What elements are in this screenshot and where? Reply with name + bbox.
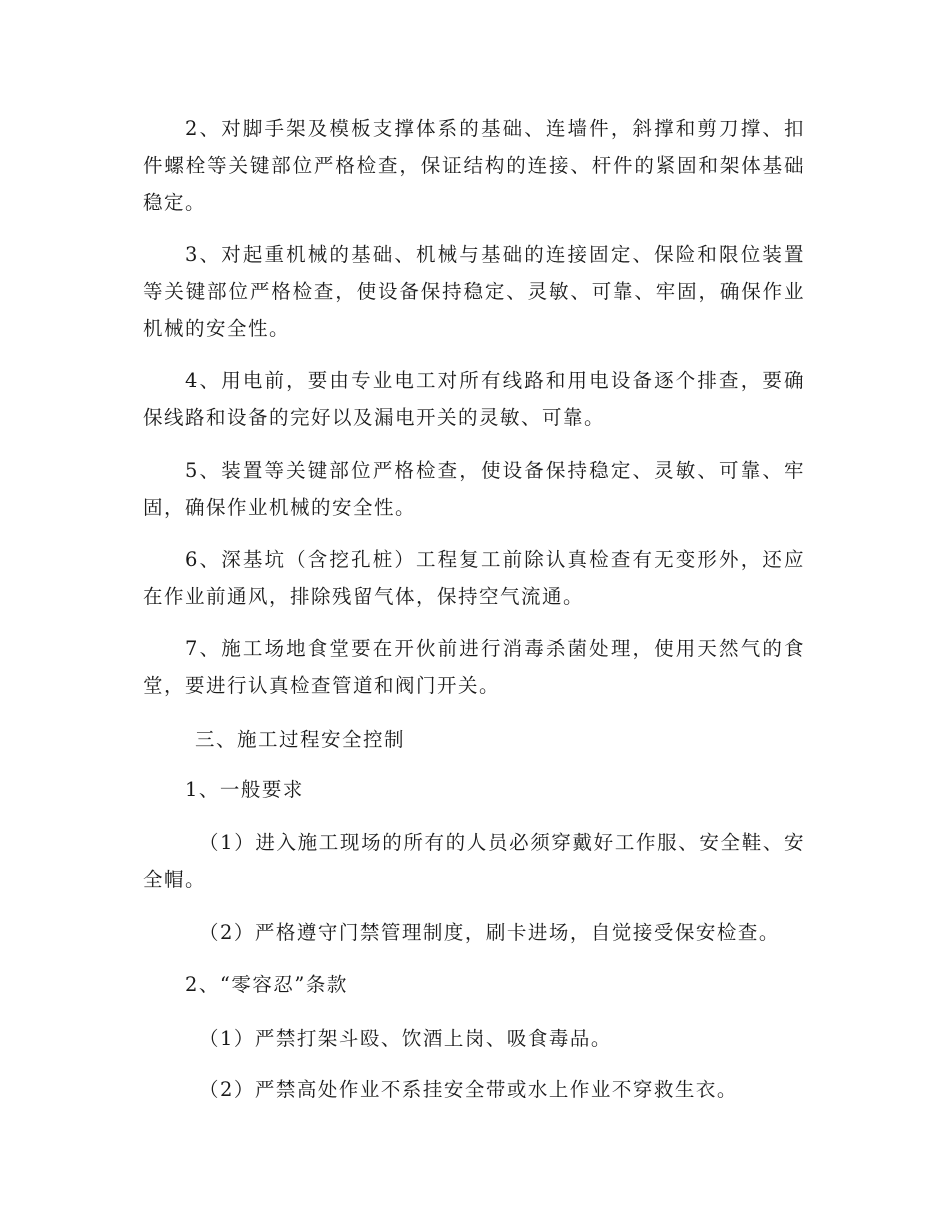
paragraph-item-3: 3、对起重机械的基础、机械与基础的连接固定、保险和限位装置等关键部位严格检查，使设备保持稳定、灵敏、可靠、牢固，确保作业机械的安全性。 [143, 243, 805, 340]
section-heading: 三、施工过程安全控制 [195, 728, 406, 751]
requirement-item-1: （1）进入施工现场的所有的人员必须穿戴好工作服、安全鞋、安全帽。 [143, 831, 805, 891]
zero-tolerance-item-2: （2）严禁高处作业不系挂安全带或水上作业不穿救生衣。 [199, 1078, 738, 1101]
requirement-item-2: （2）严格遵守门禁管理制度，刷卡进场，自觉接受保安检查。 [199, 921, 780, 944]
paragraph-item-2: 2、对脚手架及模板支撑体系的基础、连墙件，斜撑和剪刀撑、扣件螺栓等关键部位严格检查，保证结构的连接、杆件的紧固和架体基础稳定。 [143, 117, 805, 214]
subsection-heading-general-requirements: 1、一般要求 [185, 778, 304, 801]
paragraph-item-4: 4、用电前，要由专业电工对所有线路和用电设备逐个排查，要确保线路和设备的完好以及漏电开关的灵敏、可靠。 [143, 369, 805, 429]
subsection-heading-zero-tolerance: 2、“零容忍”条款 [185, 973, 348, 996]
paragraph-item-6: 6、深基坑（含挖孔桩）工程复工前除认真检查有无变形外，还应在作业前通风，排除残留气体，保持空气流通。 [143, 548, 805, 608]
paragraph-item-5: 5、装置等关键部位严格检查，使设备保持稳定、灵敏、可靠、牢固，确保作业机械的安全性。 [143, 459, 805, 519]
zero-tolerance-item-1: （1）严禁打架斗殴、饮酒上岗、吸食毒品。 [199, 1027, 612, 1050]
paragraph-item-7: 7、施工场地食堂要在开伙前进行消毒杀菌处理，使用天然气的食堂，要进行认真检查管道和阀门开关。 [143, 637, 805, 697]
